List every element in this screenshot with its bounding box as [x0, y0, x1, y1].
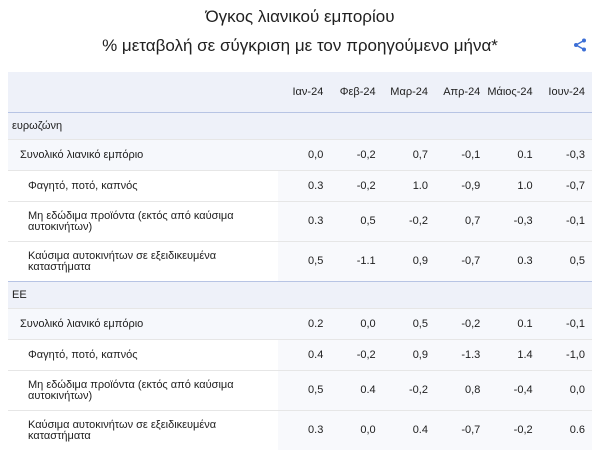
table-row — [8, 202, 592, 242]
value-cell: 0.3 — [487, 242, 539, 282]
value-cell: 0.6 — [540, 411, 592, 451]
table-row — [8, 411, 592, 451]
value-cell: 1.0 — [383, 171, 435, 202]
header-label-cell — [8, 72, 278, 113]
value-cell: -0,7 — [435, 411, 487, 451]
value-cell: 0.3 — [278, 202, 330, 242]
value-cell: -0,2 — [330, 340, 382, 371]
value-cell: -0,3 — [487, 202, 539, 242]
value-cell: -0,2 — [383, 371, 435, 411]
value-cell: 0.4 — [278, 340, 330, 371]
group-row — [8, 282, 592, 309]
value-cell: 0,5 — [383, 309, 435, 340]
value-cell: 0.4 — [383, 411, 435, 451]
value-cell: -0,1 — [435, 140, 487, 171]
value-cell: 0,7 — [383, 140, 435, 171]
value-cell: -1.3 — [435, 340, 487, 371]
value-cell: 0,7 — [435, 202, 487, 242]
row-label: Μη εδώδιμα προϊόντα (εκτός από καύσιμα αυτοκινήτων) — [8, 371, 278, 411]
value-cell: 0,0 — [278, 140, 330, 171]
value-cell: -0,3 — [540, 140, 592, 171]
row-label: Μη εδώδιμα προϊόντα (εκτός από καύσιμα αυτοκινήτων) — [8, 202, 278, 242]
share-icon[interactable] — [572, 37, 588, 53]
value-cell: -0,2 — [487, 411, 539, 451]
value-cell: 1.4 — [487, 340, 539, 371]
column-header: Απρ-24 — [435, 72, 487, 113]
column-header: Φεβ-24 — [330, 72, 382, 113]
row-label: Καύσιμα αυτοκινήτων σε εξειδικευμένα καταστήματα — [8, 242, 278, 282]
row-label: Συνολικό λιανικό εμπόριο — [8, 140, 278, 171]
value-cell: 0,0 — [540, 371, 592, 411]
value-cell: 0.3 — [278, 411, 330, 451]
chart-subtitle: % μεταβολή σε σύγκριση με τον προηγούμενο μήνα* — [102, 36, 498, 55]
row-label: Φαγητό, ποτό, καπνός — [8, 340, 278, 371]
value-cell: -1.1 — [330, 242, 382, 282]
value-cell: 0,5 — [278, 242, 330, 282]
value-cell: -1,0 — [540, 340, 592, 371]
value-cell: 0.4 — [330, 371, 382, 411]
value-cell: 0.2 — [278, 309, 330, 340]
value-cell: -0,7 — [540, 171, 592, 202]
row-label: Συνολικό λιανικό εμπόριο — [8, 309, 278, 340]
table-row — [8, 242, 592, 282]
table-row — [8, 140, 592, 171]
column-header: Μαρ-24 — [383, 72, 435, 113]
value-cell: -0,9 — [435, 171, 487, 202]
table-row — [8, 340, 592, 371]
value-cell: 0,8 — [435, 371, 487, 411]
value-cell: -0,7 — [435, 242, 487, 282]
value-cell: 0,5 — [278, 371, 330, 411]
column-header: Ιαν-24 — [278, 72, 330, 113]
value-cell: -0,1 — [540, 202, 592, 242]
value-cell: -0,2 — [330, 140, 382, 171]
value-cell: -0,2 — [330, 171, 382, 202]
row-label: Καύσιμα αυτοκινήτων σε εξειδικευμένα καταστήματα — [8, 411, 278, 451]
value-cell: 0,0 — [330, 411, 382, 451]
value-cell: 0.1 — [487, 140, 539, 171]
value-cell: -0,2 — [435, 309, 487, 340]
group-row — [8, 113, 592, 140]
value-cell: 0,0 — [330, 309, 382, 340]
group-label: ΕΕ — [8, 282, 592, 309]
table-row — [8, 309, 592, 340]
value-cell: 0.3 — [278, 171, 330, 202]
chart-title: Όγκος λιανικού εμπορίου — [205, 7, 395, 26]
value-cell: 0,5 — [540, 242, 592, 282]
column-header: Ιουν-24 — [540, 72, 592, 113]
value-cell: -0,1 — [540, 309, 592, 340]
value-cell: 0,5 — [330, 202, 382, 242]
column-header: Μάιος-24 — [487, 72, 539, 113]
value-cell: 0,9 — [383, 340, 435, 371]
value-cell: 0.1 — [487, 309, 539, 340]
table-row — [8, 371, 592, 411]
value-cell: 1.0 — [487, 171, 539, 202]
header-row — [8, 72, 592, 113]
value-cell: 0,9 — [383, 242, 435, 282]
value-cell: -0,4 — [487, 371, 539, 411]
value-cell: -0,2 — [383, 202, 435, 242]
group-label: ευρωζώνη — [8, 113, 592, 140]
row-label: Φαγητό, ποτό, καπνός — [8, 171, 278, 202]
table-row — [8, 171, 592, 202]
retail-volume-table — [8, 72, 592, 450]
